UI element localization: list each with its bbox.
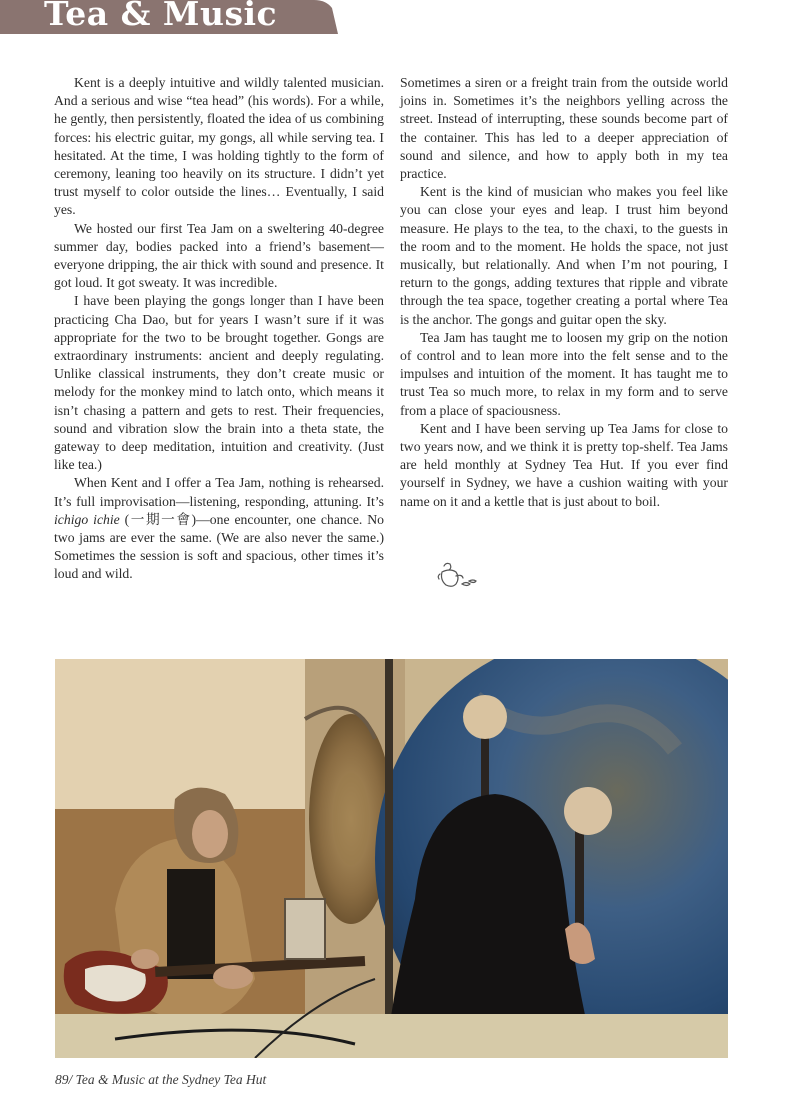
text-run: When Kent and I offer a Tea Jam, nothing is rehearsed. It’s full improvisation—listening, responding, attuning. It’s <box>54 475 384 509</box>
right-column <box>400 74 728 511</box>
paragraph: We hosted our first Tea Jam on a sweltering 40-degree summer day, bodies packed into a friend’s basement—everyone dripping, the air thick with sound and presence. It got loud. It got sweaty. It was incredible. <box>54 220 384 291</box>
photo-musicians-gong-guitar <box>55 659 728 1058</box>
japanese-term: ichigo ichie <box>54 511 120 527</box>
paragraph: Kent and I have been serving up Tea Jams for close to two years now, and we think it is pretty top-shelf. Tea Jams are held monthly at Sydney Tea Hut. If you ever find yourself in Sydney, we have a cushion waiting with your name on it and a kettle that is just about to boil. <box>400 420 728 509</box>
page-footer: 89/ Tea & Music at the Sydney Tea Hut <box>55 1072 267 1087</box>
header-tab <box>0 0 338 34</box>
left-column <box>54 74 384 584</box>
teapot-icon <box>436 558 478 592</box>
paragraph: Tea Jam has taught me to loosen my grip on the notion of control and to lean more into the felt sense and to the impulses and intuition of the moment. It has taught me to trust Tea so much more, to relax in my form and to serve from a place of spaciousness. <box>400 329 728 418</box>
paragraph: Kent is the kind of musician who makes you feel like you can close your eyes and leap. I trust him beyond measure. He plays to the tea, to the chaxi, to the guests in the room and to the moment. He holds the space, not just musically, but relationally. And when I’m not pouring, I return to the gongs, adding textures that ripple and vibrate through the tea space, together creating a portal where Tea is the anchor. The gongs and guitar open the sky. <box>400 184 728 327</box>
section-title: Tea & Music <box>44 0 278 33</box>
paragraph: Kent is a deeply intuitive and wildly talented musician. And a serious and wise “tea head” (his words). For a while, he gently, then persistently, floated the idea of us combining forces: his electric guitar, my gongs, all while serving tea. I hesitated. At the time, I was holding tightly to the form of ceremony, leaning too heavily on its structure. I didn’t yet trust myself to color outside the lines… Eventually, I said yes. <box>54 75 384 218</box>
photo-illustration <box>55 659 728 1058</box>
text-run: (一期一會)—one encounter, one chance. No two jams are ever the same. (We are also never the same.) Sometimes the session is soft and spacious, other times it’s loud and wild. <box>54 511 384 582</box>
paragraph: I have been playing the gongs longer than I have been practicing Cha Dao, but for years I wasn’t sure if it was appropriate for the two to be brought together. Gongs are extraordinary instruments: ancient and deeply regulating. Unlike classical instruments, they don’t create music or melody for the monkey mind to latch onto, which means it isn’t chasing a pattern and gets to rest. Their frequencies, sound and vibration slow the brain into a theta state, the gateway to deep meditation, intuition and creativity. (Just like tea.) <box>54 293 384 473</box>
paragraph: Sometimes a siren or a freight train from the outside world joins in. Sometimes it’s the neighbors yelling across the street. Instead of interrupting, these sounds become part of the container. This has led to a deeper appreciation of sound and silence, and how to apply both in my tea practice. <box>400 75 728 182</box>
paragraph <box>54 474 384 583</box>
